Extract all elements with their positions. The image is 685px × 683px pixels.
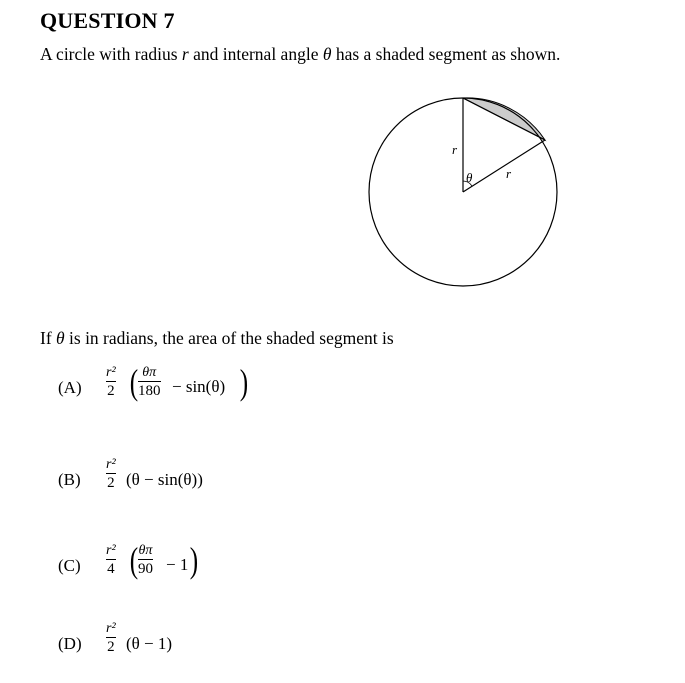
coef-numerator: r² [106, 543, 116, 558]
coef-denominator: 2 [107, 639, 115, 655]
coef-numerator: r² [106, 457, 116, 472]
question-stem [40, 44, 560, 65]
option-a[interactable] [40, 356, 280, 422]
right-paren: ) [189, 540, 199, 580]
radius-slanted [463, 140, 545, 192]
inner-numerator: θπ [142, 365, 157, 380]
left-paren: ( [129, 540, 139, 580]
coef-fraction [106, 364, 116, 400]
option-c[interactable] [40, 534, 280, 600]
prompt-var-theta: θ [56, 328, 65, 348]
coef-numerator: r² [106, 621, 116, 636]
stem-text-1: A circle with radius [40, 44, 182, 64]
stem-text-2: and internal angle [188, 44, 323, 64]
label-theta: θ [466, 170, 473, 185]
coef-denominator: 4 [107, 561, 115, 577]
circle-diagram [360, 88, 570, 298]
stem-var-theta: θ [322, 44, 332, 64]
inner-tail: − sin(θ) [172, 377, 226, 396]
stem-var-r: r [181, 44, 189, 64]
coef-numerator: r² [106, 365, 116, 380]
coef-denominator: 2 [107, 383, 115, 399]
option-label: (D) [58, 634, 82, 653]
option-d[interactable] [40, 612, 280, 678]
prompt-text-2: is in radians, the area of the shaded segment is [64, 328, 394, 348]
chord [463, 98, 545, 140]
right-paren: ) [239, 362, 249, 402]
question-title: QUESTION 7 [40, 8, 175, 33]
stem-text-3: has a shaded segment as shown. [331, 44, 561, 64]
label-r-slanted: r [506, 166, 512, 181]
expression: (θ − 1) [126, 634, 173, 653]
inner-numerator: θπ [138, 543, 153, 558]
coef-fraction [106, 456, 116, 492]
left-paren: ( [129, 362, 139, 402]
prompt-text-1: If [40, 328, 57, 348]
label-r-vertical: r [452, 142, 458, 157]
inner-denominator: 90 [138, 561, 153, 577]
inner-fraction [138, 542, 153, 578]
question-prompt [40, 328, 394, 349]
option-label: (A) [58, 378, 82, 397]
expression: (θ − sin(θ)) [126, 470, 203, 489]
inner-denominator: 180 [138, 383, 161, 399]
coef-fraction [106, 542, 116, 578]
option-label: (C) [58, 556, 81, 575]
coef-fraction [106, 620, 116, 656]
option-b[interactable] [40, 448, 280, 514]
coef-denominator: 2 [107, 475, 115, 491]
inner-fraction [138, 364, 161, 400]
option-label: (B) [58, 470, 81, 489]
inner-tail: − 1 [166, 555, 189, 574]
